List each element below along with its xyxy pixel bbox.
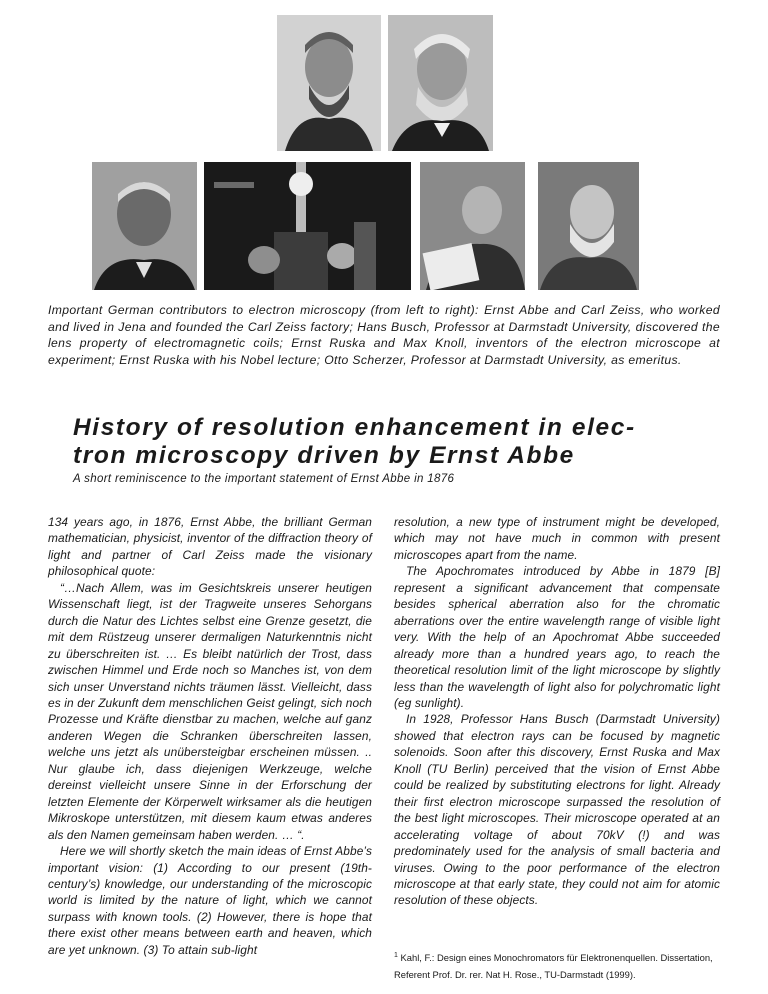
article-title xyxy=(73,414,693,470)
photo-ruska-knoll-experiment xyxy=(204,162,411,290)
portrait-figure xyxy=(92,162,197,290)
paragraph: In 1928, Professor Hans Busch (Darmstadt University) showed that electron rays can be focused by magnetic solenoids. Soon after this discovery, Ernst Ruska and Max Knoll (TU Berlin) perceived that the vision of Ernst Abbe could be realized by substituting electrons for light. Already their first electron microscope surpassed the resolution of the best light microscopes. Their microscope operated at an accelerating voltage of about 70kV (!) and was predominately used for the analysis of small bacteria and viruses. Owing to the poor performance of the electron microscope at that early state, they could not aim for atomic resolution of these objects. xyxy=(394,712,720,908)
paragraph: The Apochromates introduced by Abbe in 1879 [B] represent a significant advancement that compensate besides spherical aberration also for the chromatic aberrations over the entire wavelength range of visible light very. With the help of an Apochromat Abbe succeeded already more than a hundred years ago, to reach the theoretical resolution limit of the light microscope by slightly less than the wavelength of light also for polychromatic light (eg sunlight). xyxy=(394,564,720,710)
paragraph: 134 years ago, in 1876, Ernst Abbe, the brilliant German mathematician, physicist, inventor of the diffraction theory of light and partner of Carl Zeiss made the visionary philosophical quote: xyxy=(48,515,372,579)
paragraph: resolution, a new type of instrument might be developed, which may not have much in common with present microscopes apart from the name. xyxy=(394,515,720,562)
photo-caption: Important German contributors to electron microscopy (from left to right): Ernst Abbe and Carl Zeiss, who worked and lived in Jena and founded the Carl Zeiss factory; Hans Busch, Professor at Darmstadt University, discovered the lens property of electromagnetic coils; Ernst Ruska and Max Knoll, inventors of the electron microscope at experiment; Ernst Ruska with his Nobel lecture; Otto Scherzer, Professor at Darmstadt University, as emeritus. xyxy=(48,303,720,367)
photo-carl-zeiss xyxy=(388,15,493,151)
portrait-figure xyxy=(420,162,525,290)
photo-hans-busch xyxy=(92,162,197,290)
portrait-figure xyxy=(538,162,639,290)
footnote-text: Kahl, F.: Design eines Monochromators für Elektronenquellen. Dissertation, Referent Prof. Dr. rer. Nat H. Rose., TU-Darmstadt (1999). xyxy=(394,952,713,981)
footnote xyxy=(394,947,720,983)
paragraph: Here we will shortly sketch the main ideas of Ernst Abbe’s important vision: (1) According to our present (19th-century’s) knowledge, our understanding of the microscopic world is limited by the nature of light, which we cannot surpass with known tools. (2) However, there is hope that there exist other means between earth and heaven, which are yet unknown. (3) To attain sub-light xyxy=(48,844,372,957)
footnote-marker: 1 xyxy=(394,952,398,959)
article-subtitle: A short reminiscence to the important statement of Ernst Abbe in 1876 xyxy=(73,473,455,485)
photo-ernst-abbe xyxy=(277,15,381,151)
photo-otto-scherzer xyxy=(538,162,639,290)
photo-ruska-nobel-lecture xyxy=(420,162,525,290)
title-line-1: History of resolution enhancement in elec- xyxy=(73,414,636,441)
body-column-right xyxy=(394,514,720,909)
lab-scene xyxy=(204,162,411,290)
body-column-left xyxy=(48,514,372,958)
portrait-figure xyxy=(388,15,493,151)
portrait-figure xyxy=(277,15,381,151)
title-line-2: tron microscopy driven by Ernst Abbe xyxy=(73,442,575,469)
abbe-quote: “…Nach Allem, was im Gesichtskreis unserer heutigen Wissenschaft liegt, ist der Tragweite unseres Sehorgans durch die Natur des Lichtes selbst eine Grenze gesetzt, die mit dem Rüstzeug unserer dermaligen Naturkenntnis nicht zu überschreiten ist. … Es bleibt natürlich der Trost, dass zwischen Himmel und Erde noch so Manches ist, von dem sich unser Unverstand nichts träumen lässt. Vielleicht, dass es in der Zukunft dem menschlichen Geist gelingt, sich noch Prozesse und Kräfte dienstbar zu machen, welche auf ganz anderen Wegen die Schranken überschreiten lassen, welche uns jetzt als unübersteigbar erscheinen müssen. .. Nur glaube ich, dass diejenigen Werkzeuge, welche dereinst vielleicht unsere Sinne in der Erforschung der letzten Elemente der Körperwelt wirksamer als die heutigen Mikroskope unterstützen, mit diesem kaum etwas anderes als den Namen gemeinsam haben werden. … “. xyxy=(48,580,372,842)
